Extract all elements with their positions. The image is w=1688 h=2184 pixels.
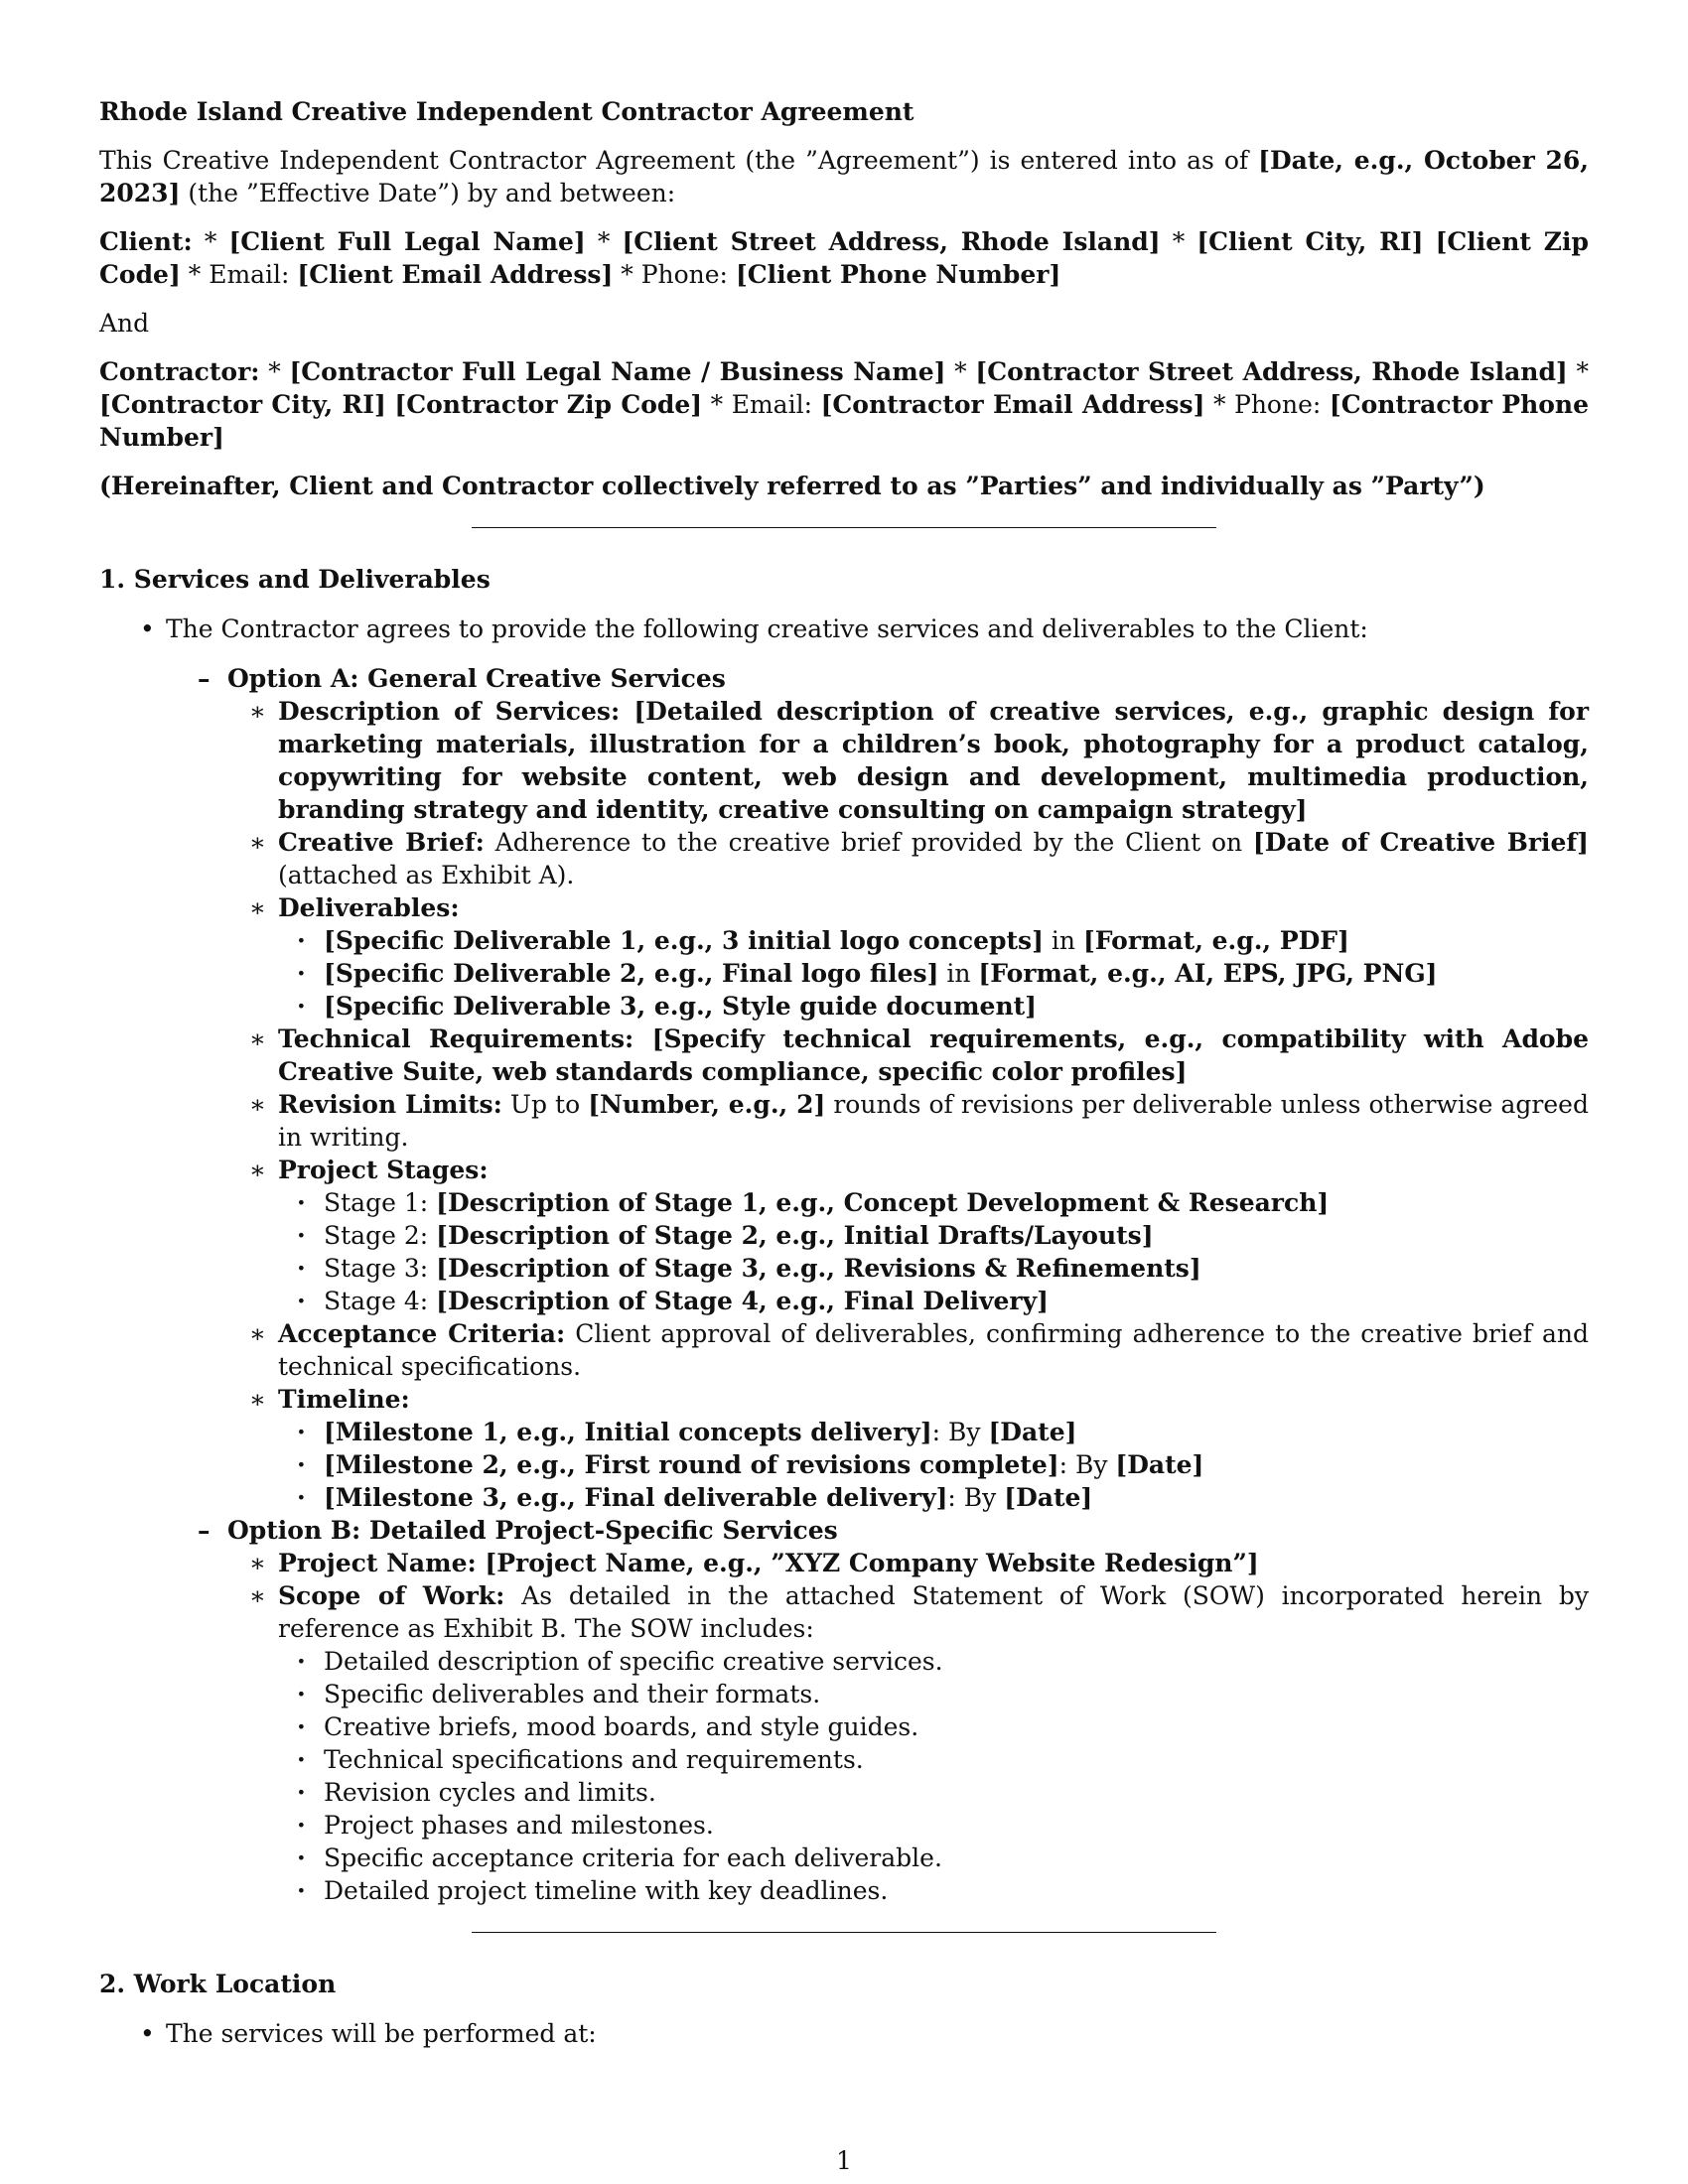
date-placeholder: [Date] xyxy=(1115,1450,1204,1479)
separator: * xyxy=(259,357,290,386)
contractor-name: [Contractor Full Legal Name / Business Name] xyxy=(289,357,946,386)
list-item xyxy=(278,1547,1589,1579)
list-item xyxy=(278,1579,1589,1907)
item-text: (attached as Exhibit A). xyxy=(278,861,575,889)
description-placeholder: [Detailed description of creative services, e.g., graphic design for marketing materials, illustration for a children’s book, photography for a product catalog, copywriting for website content, web design and development, multimedia production, branding strategy and identity, creative consulting on campaign strategy] xyxy=(278,697,1590,824)
deliverable-placeholder: [Specific Deliverable 2, e.g., Final logo files] xyxy=(324,959,939,988)
item-text: Client approval of deliverables, confirming adherence to the creative brief and technical specifications. xyxy=(278,1319,1589,1381)
contractor-phone-label: * Phone: xyxy=(1204,390,1330,419)
intro-text-end: (the ”Effective Date”) by and between: xyxy=(180,179,676,207)
tech-placeholder: [Specify technical requirements, e.g., compatibility with Adobe Creative Suite, web standards compliance, specific color profiles] xyxy=(278,1024,1589,1086)
stage-prefix: Stage 4: xyxy=(324,1287,437,1315)
list-item xyxy=(324,990,1589,1023)
section-1-list xyxy=(99,613,1589,1907)
format-placeholder: [Format, e.g., PDF] xyxy=(1082,926,1349,955)
list-item xyxy=(324,957,1589,990)
item-label: Acceptance Criteria: xyxy=(278,1319,566,1348)
contractor-zip: [Contractor Zip Code] xyxy=(394,390,703,419)
item-label: Project Stages: xyxy=(278,1156,489,1184)
page-number: 1 xyxy=(836,2146,852,2175)
list-item xyxy=(278,1023,1589,1088)
stages-list xyxy=(278,1186,1589,1317)
stage-placeholder: [Description of Stage 1, e.g., Concept Development & Research] xyxy=(436,1188,1330,1217)
list-item: · Revision cycles and limits. xyxy=(324,1776,1589,1809)
list-item: · Creative briefs, mood boards, and style guides. xyxy=(324,1710,1589,1743)
section-1-heading: 1. Services and Deliverables xyxy=(99,565,491,594)
section-1-intro: The Contractor agrees to provide the following creative services and deliverables to the Client: xyxy=(166,614,1368,643)
client-zip: [Client Zip Code] xyxy=(99,227,1589,289)
separator xyxy=(1423,227,1435,256)
milestone-placeholder: [Milestone 2, e.g., First round of revisions complete] xyxy=(324,1450,1059,1479)
deliverable-placeholder: [Specific Deliverable 3, e.g., Style guide document] xyxy=(324,992,1038,1021)
and-text: And xyxy=(99,309,150,338)
separator: * xyxy=(945,357,976,386)
deliverables-list xyxy=(278,924,1589,1023)
item-label: Deliverables: xyxy=(278,893,460,922)
stage-prefix: Stage 1: xyxy=(324,1188,437,1217)
list-item xyxy=(278,826,1589,891)
item-text: : By xyxy=(1058,1450,1116,1479)
list-item: · Detailed description of specific creative services. xyxy=(324,1645,1589,1678)
client-email: [Client Email Address] xyxy=(297,260,614,289)
list-item: · Technical specifications and requirements. xyxy=(324,1743,1589,1776)
contractor-label: Contractor: xyxy=(99,357,260,386)
list-item xyxy=(278,1154,1589,1317)
document-page xyxy=(99,95,1589,2050)
intro-paragraph xyxy=(99,144,1589,209)
milestone-placeholder: [Milestone 3, e.g., Final deliverable delivery] xyxy=(324,1483,948,1512)
client-phone-label: * Phone: xyxy=(613,260,736,289)
client-block xyxy=(99,225,1589,291)
document-title: Rhode Island Creative Independent Contractor Agreement xyxy=(99,97,914,126)
item-label: Description of Services: xyxy=(278,697,621,726)
options-list xyxy=(166,662,1589,1907)
stage-prefix: Stage 3: xyxy=(324,1254,437,1283)
item-label: Technical Requirements: xyxy=(278,1024,634,1053)
item-text: in xyxy=(938,959,979,988)
item-text: : By xyxy=(931,1418,989,1446)
list-item xyxy=(278,695,1589,826)
section-divider xyxy=(472,1932,1216,1933)
milestones-list xyxy=(278,1416,1589,1514)
client-email-label: * Email: xyxy=(180,260,298,289)
contractor-phone: [Contractor Phone Number] xyxy=(99,390,1590,452)
list-item xyxy=(278,1088,1589,1154)
list-item: · Specific deliverables and their formats. xyxy=(324,1678,1589,1710)
stage-prefix: Stage 2: xyxy=(324,1221,437,1250)
list-item: · Detailed project timeline with key deadlines. xyxy=(324,1874,1589,1907)
separator: * xyxy=(1160,227,1197,256)
item-text: Adherence to the creative brief provided by the Client on xyxy=(484,828,1253,857)
item-text: : By xyxy=(947,1483,1005,1512)
option-a xyxy=(227,662,1589,1514)
item-label: Project Name: xyxy=(278,1549,477,1577)
brief-date-placeholder: [Date of Creative Brief] xyxy=(1252,828,1590,857)
project-name-placeholder: [Project Name, e.g., ”XYZ Company Website Redesign”] xyxy=(476,1549,1259,1577)
item-label: Revision Limits: xyxy=(278,1090,502,1119)
item-label: Creative Brief: xyxy=(278,828,485,857)
contractor-email-label: * Email: xyxy=(702,390,821,419)
list-item xyxy=(324,1186,1589,1219)
list-item xyxy=(324,1252,1589,1285)
option-b-label: Option B: Detailed Project-Specific Services xyxy=(227,1516,838,1545)
intro-text: This Creative Independent Contractor Agreement (the ”Agreement”) is entered into as of xyxy=(99,146,1259,175)
list-item: • The services will be performed at: xyxy=(166,2017,1589,2050)
stage-placeholder: [Description of Stage 2, e.g., Initial Drafts/Layouts] xyxy=(436,1221,1154,1250)
list-item xyxy=(324,1219,1589,1252)
list-item xyxy=(324,1481,1589,1514)
client-street: [Client Street Address, Rhode Island] xyxy=(622,227,1161,256)
list-item xyxy=(278,1317,1589,1383)
hereinafter-clause xyxy=(99,470,1589,502)
client-name: [Client Full Legal Name] xyxy=(228,227,586,256)
list-item xyxy=(166,613,1589,1907)
date-placeholder: [Date] xyxy=(1004,1483,1093,1512)
client-label: Client: xyxy=(99,227,193,256)
item-text: in xyxy=(1043,926,1083,955)
list-item xyxy=(324,1448,1589,1481)
stage-placeholder: [Description of Stage 3, e.g., Revisions & Refinements] xyxy=(436,1254,1201,1283)
deliverable-placeholder: [Specific Deliverable 1, e.g., 3 initial logo concepts] xyxy=(324,926,1044,955)
contractor-city: [Contractor City, RI] xyxy=(99,390,386,419)
list-item xyxy=(324,1416,1589,1448)
revision-number-placeholder: [Number, e.g., 2] xyxy=(588,1090,826,1119)
option-b-items xyxy=(227,1547,1589,1907)
option-a-items xyxy=(227,695,1589,1514)
contractor-block xyxy=(99,355,1589,454)
sow-list xyxy=(278,1645,1589,1907)
option-a-label: Option A: General Creative Services xyxy=(227,664,726,693)
option-b xyxy=(227,1514,1589,1907)
date-placeholder: [Date] xyxy=(988,1418,1077,1446)
list-item xyxy=(324,924,1589,957)
item-text: rounds of revisions per deliverable unless otherwise agreed in writing. xyxy=(278,1090,1589,1152)
list-item xyxy=(324,1285,1589,1317)
milestone-placeholder: [Milestone 1, e.g., Initial concepts delivery] xyxy=(324,1418,932,1446)
list-item: · Specific acceptance criteria for each deliverable. xyxy=(324,1842,1589,1874)
effective-date-placeholder: [Date, e.g., October 26, 2023] xyxy=(99,146,1589,207)
client-city: [Client City, RI] xyxy=(1196,227,1424,256)
item-label: Scope of Work: xyxy=(278,1581,505,1610)
client-phone: [Client Phone Number] xyxy=(735,260,1061,289)
item-label: Timeline: xyxy=(278,1385,410,1414)
stage-placeholder: [Description of Stage 4, e.g., Final Delivery] xyxy=(436,1287,1049,1315)
format-placeholder: [Format, e.g., AI, EPS, JPG, PNG] xyxy=(978,959,1438,988)
list-item xyxy=(278,1383,1589,1514)
hereinafter-text: (Hereinafter, Client and Contractor collectively referred to as ”Parties” and individually as ”Party”) xyxy=(99,472,1485,500)
section-divider xyxy=(472,527,1216,528)
separator: * xyxy=(192,227,229,256)
separator: * xyxy=(1567,357,1589,386)
separator: * xyxy=(585,227,623,256)
item-text: Up to xyxy=(501,1090,589,1119)
section-2-heading: 2. Work Location xyxy=(99,1970,337,1998)
contractor-street: [Contractor Street Address, Rhode Island] xyxy=(975,357,1568,386)
item-text: As detailed in the attached Statement of Work (SOW) incorporated herein by reference as Exhibit B. The SOW includes: xyxy=(278,1581,1589,1643)
list-item: · Project phases and milestones. xyxy=(324,1809,1589,1842)
contractor-email: [Contractor Email Address] xyxy=(820,390,1205,419)
list-item xyxy=(278,891,1589,1023)
section-2-list xyxy=(99,2017,1589,2050)
